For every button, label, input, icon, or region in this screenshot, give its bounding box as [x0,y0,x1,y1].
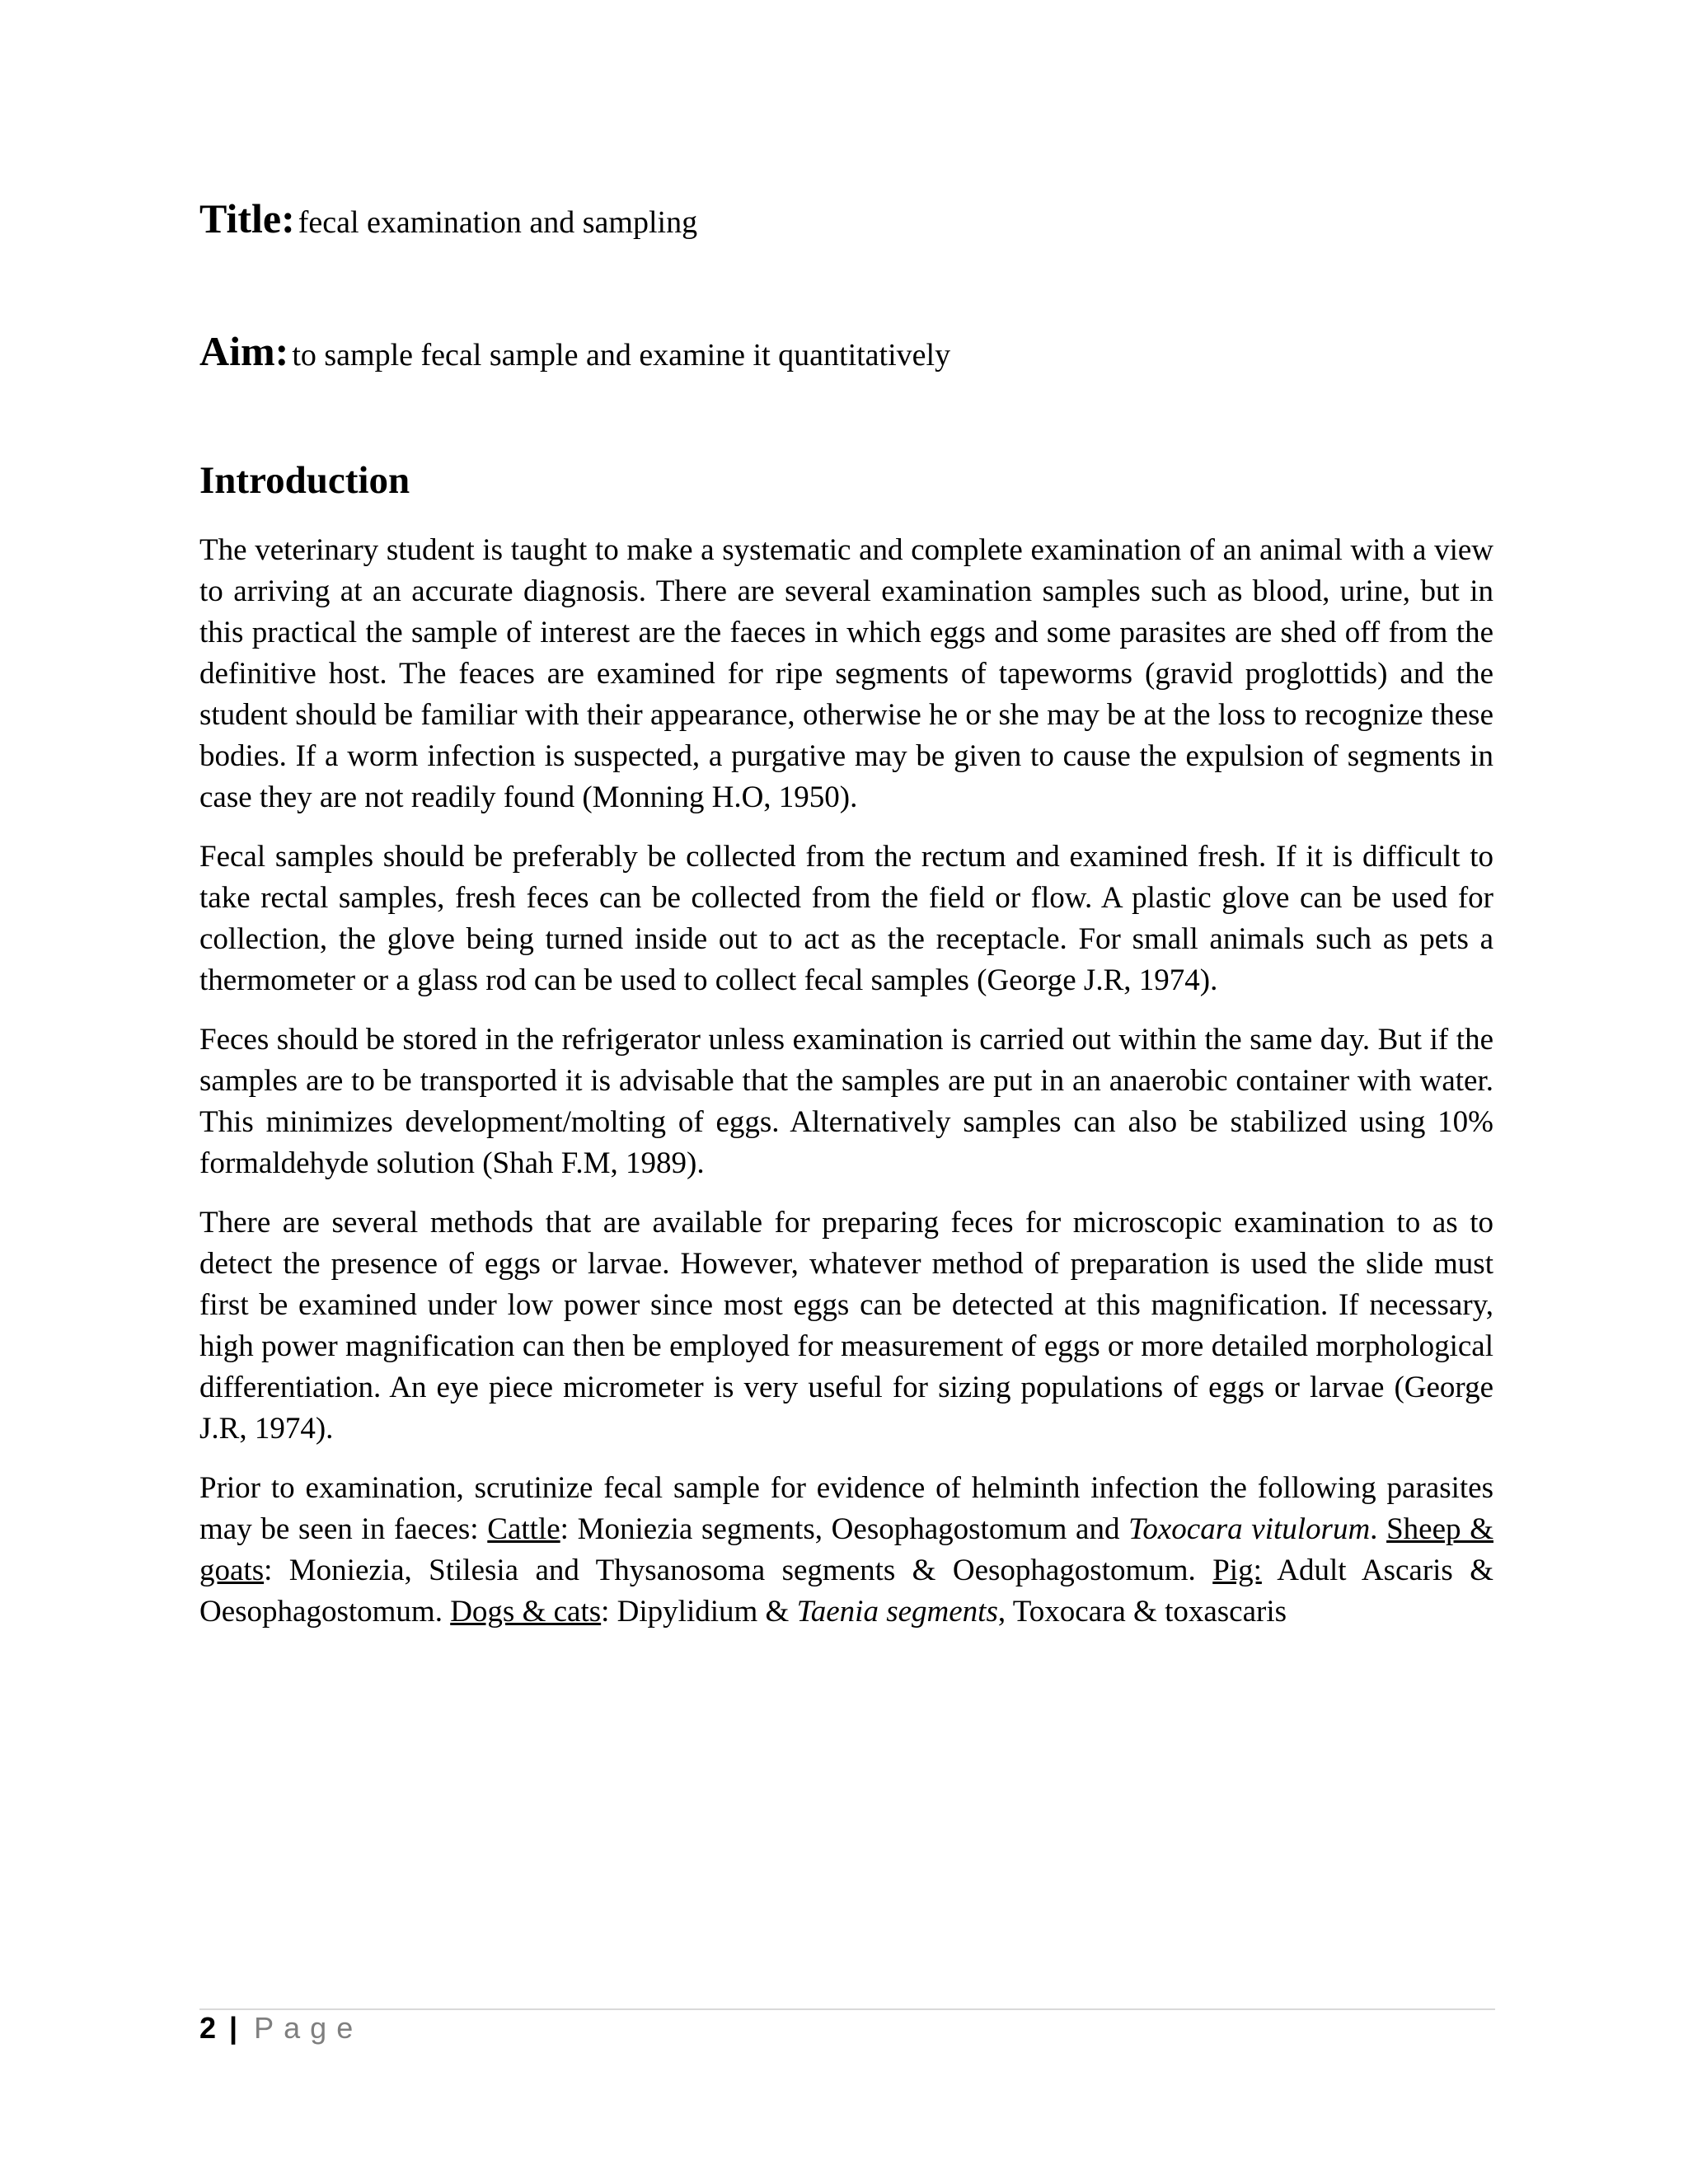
dogs-italic: Taenia segments [796,1595,998,1629]
sheep-text: : Moniezia, Stilesia and Thysanosoma segments & Oesophagostomum. [264,1554,1196,1587]
paragraph-2: Fecal samples should be preferably be collected from the rectum and examined fresh. If it is difficult to take rectal samples, fresh feces can be collected from the field or flow. A plastic glove can be used for collection, the glove being turned inside out to act as the receptacle. For small animals such as pets a thermometer or a glass rod can be used to collect fecal samples (George J.R, 1974). [199,840,1493,997]
dogs-label: Dogs & cats [450,1595,602,1629]
aim-label: Aim: [199,328,289,374]
paragraph-1: The veterinary student is taught to make a systematic and complete examination of an animal with a view to arriving at an accurate diagnosis. There are several examination samples such as blood, urine, but in this practical the sample of interest are the faeces in which eggs and some parasites are shed off from the definitive host. The feaces are examined for ripe segments of tapeworms (gravid proglottids) and the student should be familiar with their appearance, otherwise he or she may be at the loss to recognize these bodies. If a worm infection is suspected, a purgative may be given to cause the expulsion of segments in case they are not readily found (Monning H.O, 1950). [199,533,1493,814]
cattle-italic: Toxocara vitulorum [1128,1512,1371,1546]
period: . [1370,1512,1378,1546]
footer-divider [199,2008,1495,2010]
footer-separator: | [229,2011,238,2045]
introduction-body [199,530,1493,1651]
dogs-tail: , Toxocara & toxascaris [997,1595,1287,1629]
sheep-label: Sheep & goats [199,1512,1493,1587]
page-footer [199,2011,363,2046]
title-value: fecal examination and sampling [298,205,698,240]
aim-value: to sample fecal sample and examine it quantitatively [292,338,951,373]
title-label: Title: [199,195,295,241]
page-number: 2 [199,2011,217,2045]
pig-label: Pig: [1212,1554,1262,1587]
aim-line [199,327,950,375]
cattle-label: Cattle [487,1512,560,1546]
pig-text: Adult Ascaris & Oesophagostomum. [199,1554,1493,1629]
paragraph-5 [199,1468,1493,1633]
title-line [199,194,697,242]
paragraph-4: There are several methods that are available for preparing feces for microscopic examination to as to detect the presence of eggs or larvae. However, whatever method of preparation is used the slide must first be examined under low power since most eggs can be detected at this magnification. If necessary, high power magnification can then be employed for measurement of eggs or more detailed morphological differentiation. An eye piece micrometer is very useful for sizing populations of eggs or larvae (George J.R, 1974). [199,1206,1493,1446]
paragraph-5-intro: Prior to examination, scrutinize fecal sample for evidence of helminth infection the following parasites may be seen in faeces: [199,1471,1493,1546]
page-word: Page [254,2011,363,2045]
introduction-heading: Introduction [199,459,410,502]
paragraph-3: Feces should be stored in the refrigerator unless examination is carried out within the same day. But if the samples are to be transported it is advisable that the samples are put in an anaerobic container with water. This minimizes development/molting of eggs. Alternatively samples can also be stabilized using 10% formaldehyde solution (Shah F.M, 1989). [199,1023,1493,1180]
dogs-text: : Dipylidium & [601,1595,790,1629]
cattle-text: : Moniezia segments, Oesophagostomum and [560,1512,1120,1546]
